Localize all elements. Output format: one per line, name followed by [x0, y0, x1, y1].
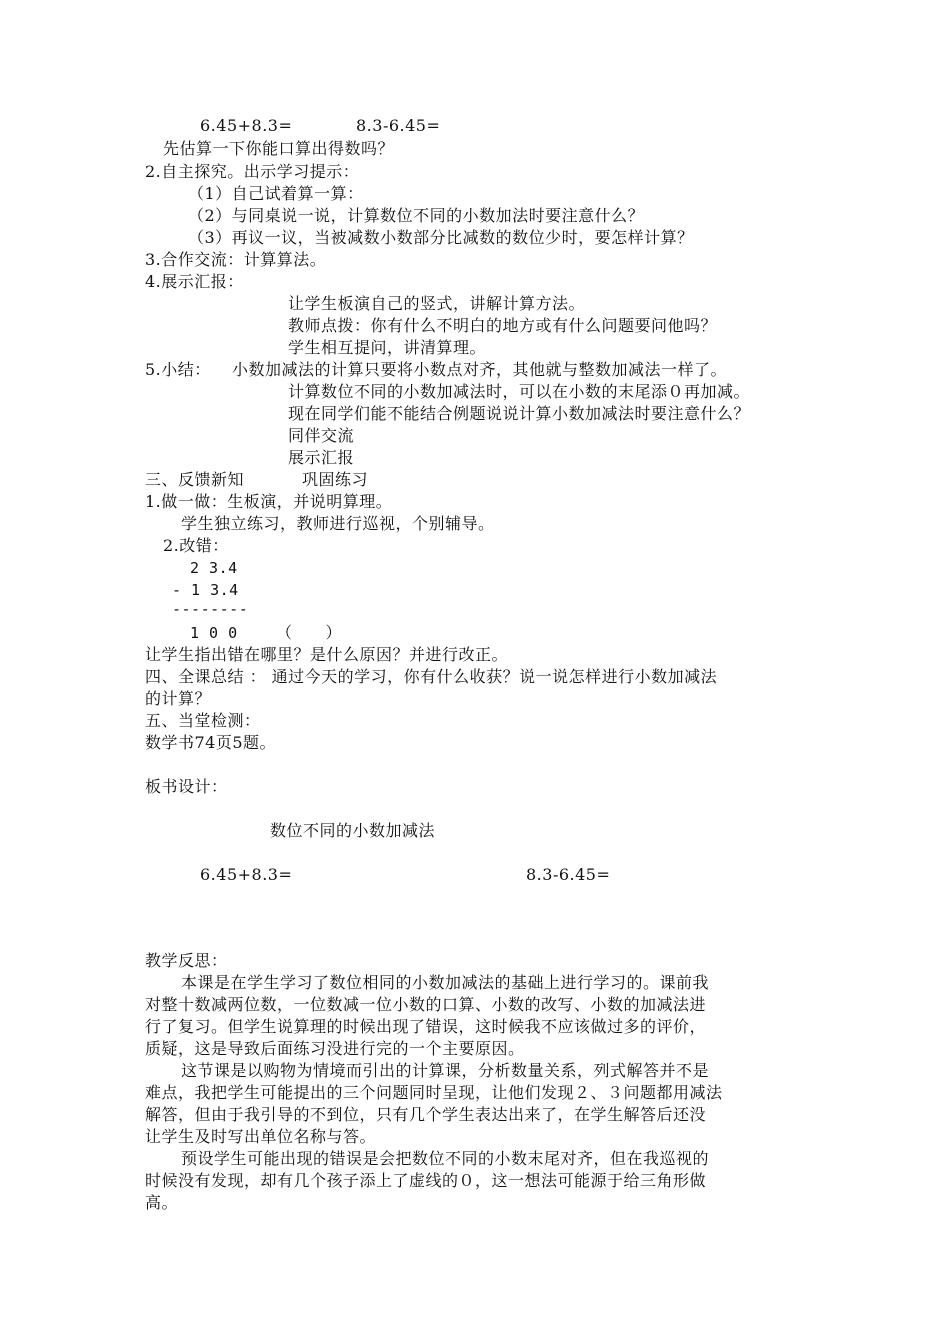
reflection-line: 对整十数减两位数，一位数减一位小数的口算、小数的改写、小数的加减法进	[145, 995, 707, 1014]
reflection-line: 质疑，这是导致后面练习没进行完的一个主要原因。	[145, 1039, 525, 1058]
board-equation-add: 6.45+8.3=	[200, 865, 293, 884]
board-title: 数位不同的小数加减法	[270, 821, 436, 840]
section3-title: 三、反馈新知	[145, 470, 245, 489]
section5-title: 五、当堂检测：	[145, 711, 261, 730]
step3-title: 3.合作交流：计算算法。	[145, 250, 327, 269]
step4-item-1: 让学生板演自己的竖式，讲解计算方法。	[288, 294, 586, 313]
step5-label: 5.小结：	[145, 360, 211, 379]
step4-title: 4.展示汇报：	[145, 272, 244, 291]
top-equation-sub: 8.3-6.45=	[356, 116, 441, 135]
reflection-line: 难点，我把学生可能提出的三个问题同时呈现，让他们发现２、３问题都用减法	[145, 1083, 723, 1102]
step2-title: 2.自主探究。出示学习提示：	[145, 162, 360, 181]
calc-top-number: 2 3.4	[190, 559, 238, 577]
exercise-1: 1.做一做：生板演，并说明算理。	[145, 492, 393, 511]
reflection-line: 让学生及时写出单位名称与答。	[145, 1127, 377, 1146]
estimate-prompt: 先估算一下你能口算出得数吗？	[163, 139, 395, 158]
step4-item-3: 学生相互提问，讲清算理。	[288, 338, 487, 357]
step5-summary: 小数加减法的计算只要将小数点对齐，其他就与整数加减法一样了。	[232, 360, 728, 379]
exercise-1-note: 学生独立练习，教师进行巡视，个别辅导。	[181, 514, 495, 533]
step2-hint-1: （1）自己试着算一算：	[188, 184, 364, 203]
top-equation-add: 6.45+8.3=	[200, 116, 293, 135]
calc-answer-paren: （ ）	[276, 623, 343, 642]
section5-task: 数学书74页5题。	[145, 733, 277, 752]
calc-result: 1 0 0	[190, 624, 238, 642]
step5-item-3: 同伴交流	[288, 426, 355, 445]
step2-hint-2: （2）与同桌说一说，计算数位不同的小数加法时要注意什么？	[188, 206, 645, 225]
calc-minus-row: - 1 3.4	[172, 581, 239, 599]
section4-line-1: 四、全课总结 ： 通过今天的学习，你有什么收获？说一说怎样进行小数加减法	[145, 667, 718, 686]
board-equation-sub: 8.3-6.45=	[526, 865, 611, 884]
reflection-line: 解答，但由于我引导的不到位，只有几个学生表达出来了，在学生解答后还没	[145, 1105, 707, 1124]
step5-item-4: 展示汇报	[288, 448, 355, 467]
board-label: 板书设计：	[145, 777, 228, 796]
reflection-line: 这节课是以购物为情境而引出的计算课，分析数量关系，列式解答并不是	[181, 1061, 710, 1080]
reflection-title: 教学反思：	[145, 951, 228, 970]
reflection-line: 预设学生可能出现的错误是会把数位不同的小数末尾对齐，但在我巡视的	[181, 1149, 710, 1168]
step2-hint-3: （3）再议一议，当被减数小数部分比减数的数位少时，要怎样计算？	[188, 228, 694, 247]
reflection-line: 时候没有发现，却有几个孩子添上了虚线的０，这一想法可能源于给三角形做	[145, 1171, 707, 1190]
exercise-2: 2.改错：	[163, 536, 229, 555]
step5-item-2: 现在同学们能不能结合例题说说计算小数加减法时要注意什么？	[288, 404, 751, 423]
step5-item-1: 计算数位不同的小数加减法时，可以在小数的末尾添０再加减。	[288, 382, 751, 401]
section4-line-2: 的计算？	[145, 689, 212, 708]
section3-subtitle: 巩固练习	[302, 470, 369, 489]
reflection-line: 高。	[145, 1193, 179, 1212]
reflection-line: 本课是在学生学习了数位相同的小数加减法的基础上进行学习的。课前我	[181, 973, 710, 992]
reflection-line: 行了复习。但学生说算理的时候出现了错误，这时候我不应该做过多的评价，	[145, 1017, 707, 1036]
calc-divider: --------	[172, 600, 249, 618]
step4-item-2: 教师点拨：你有什么不明白的地方或有什么问题要问他吗？	[288, 316, 718, 335]
error-question: 让学生指出错在哪里？是什么原因？并进行改正。	[145, 645, 509, 664]
